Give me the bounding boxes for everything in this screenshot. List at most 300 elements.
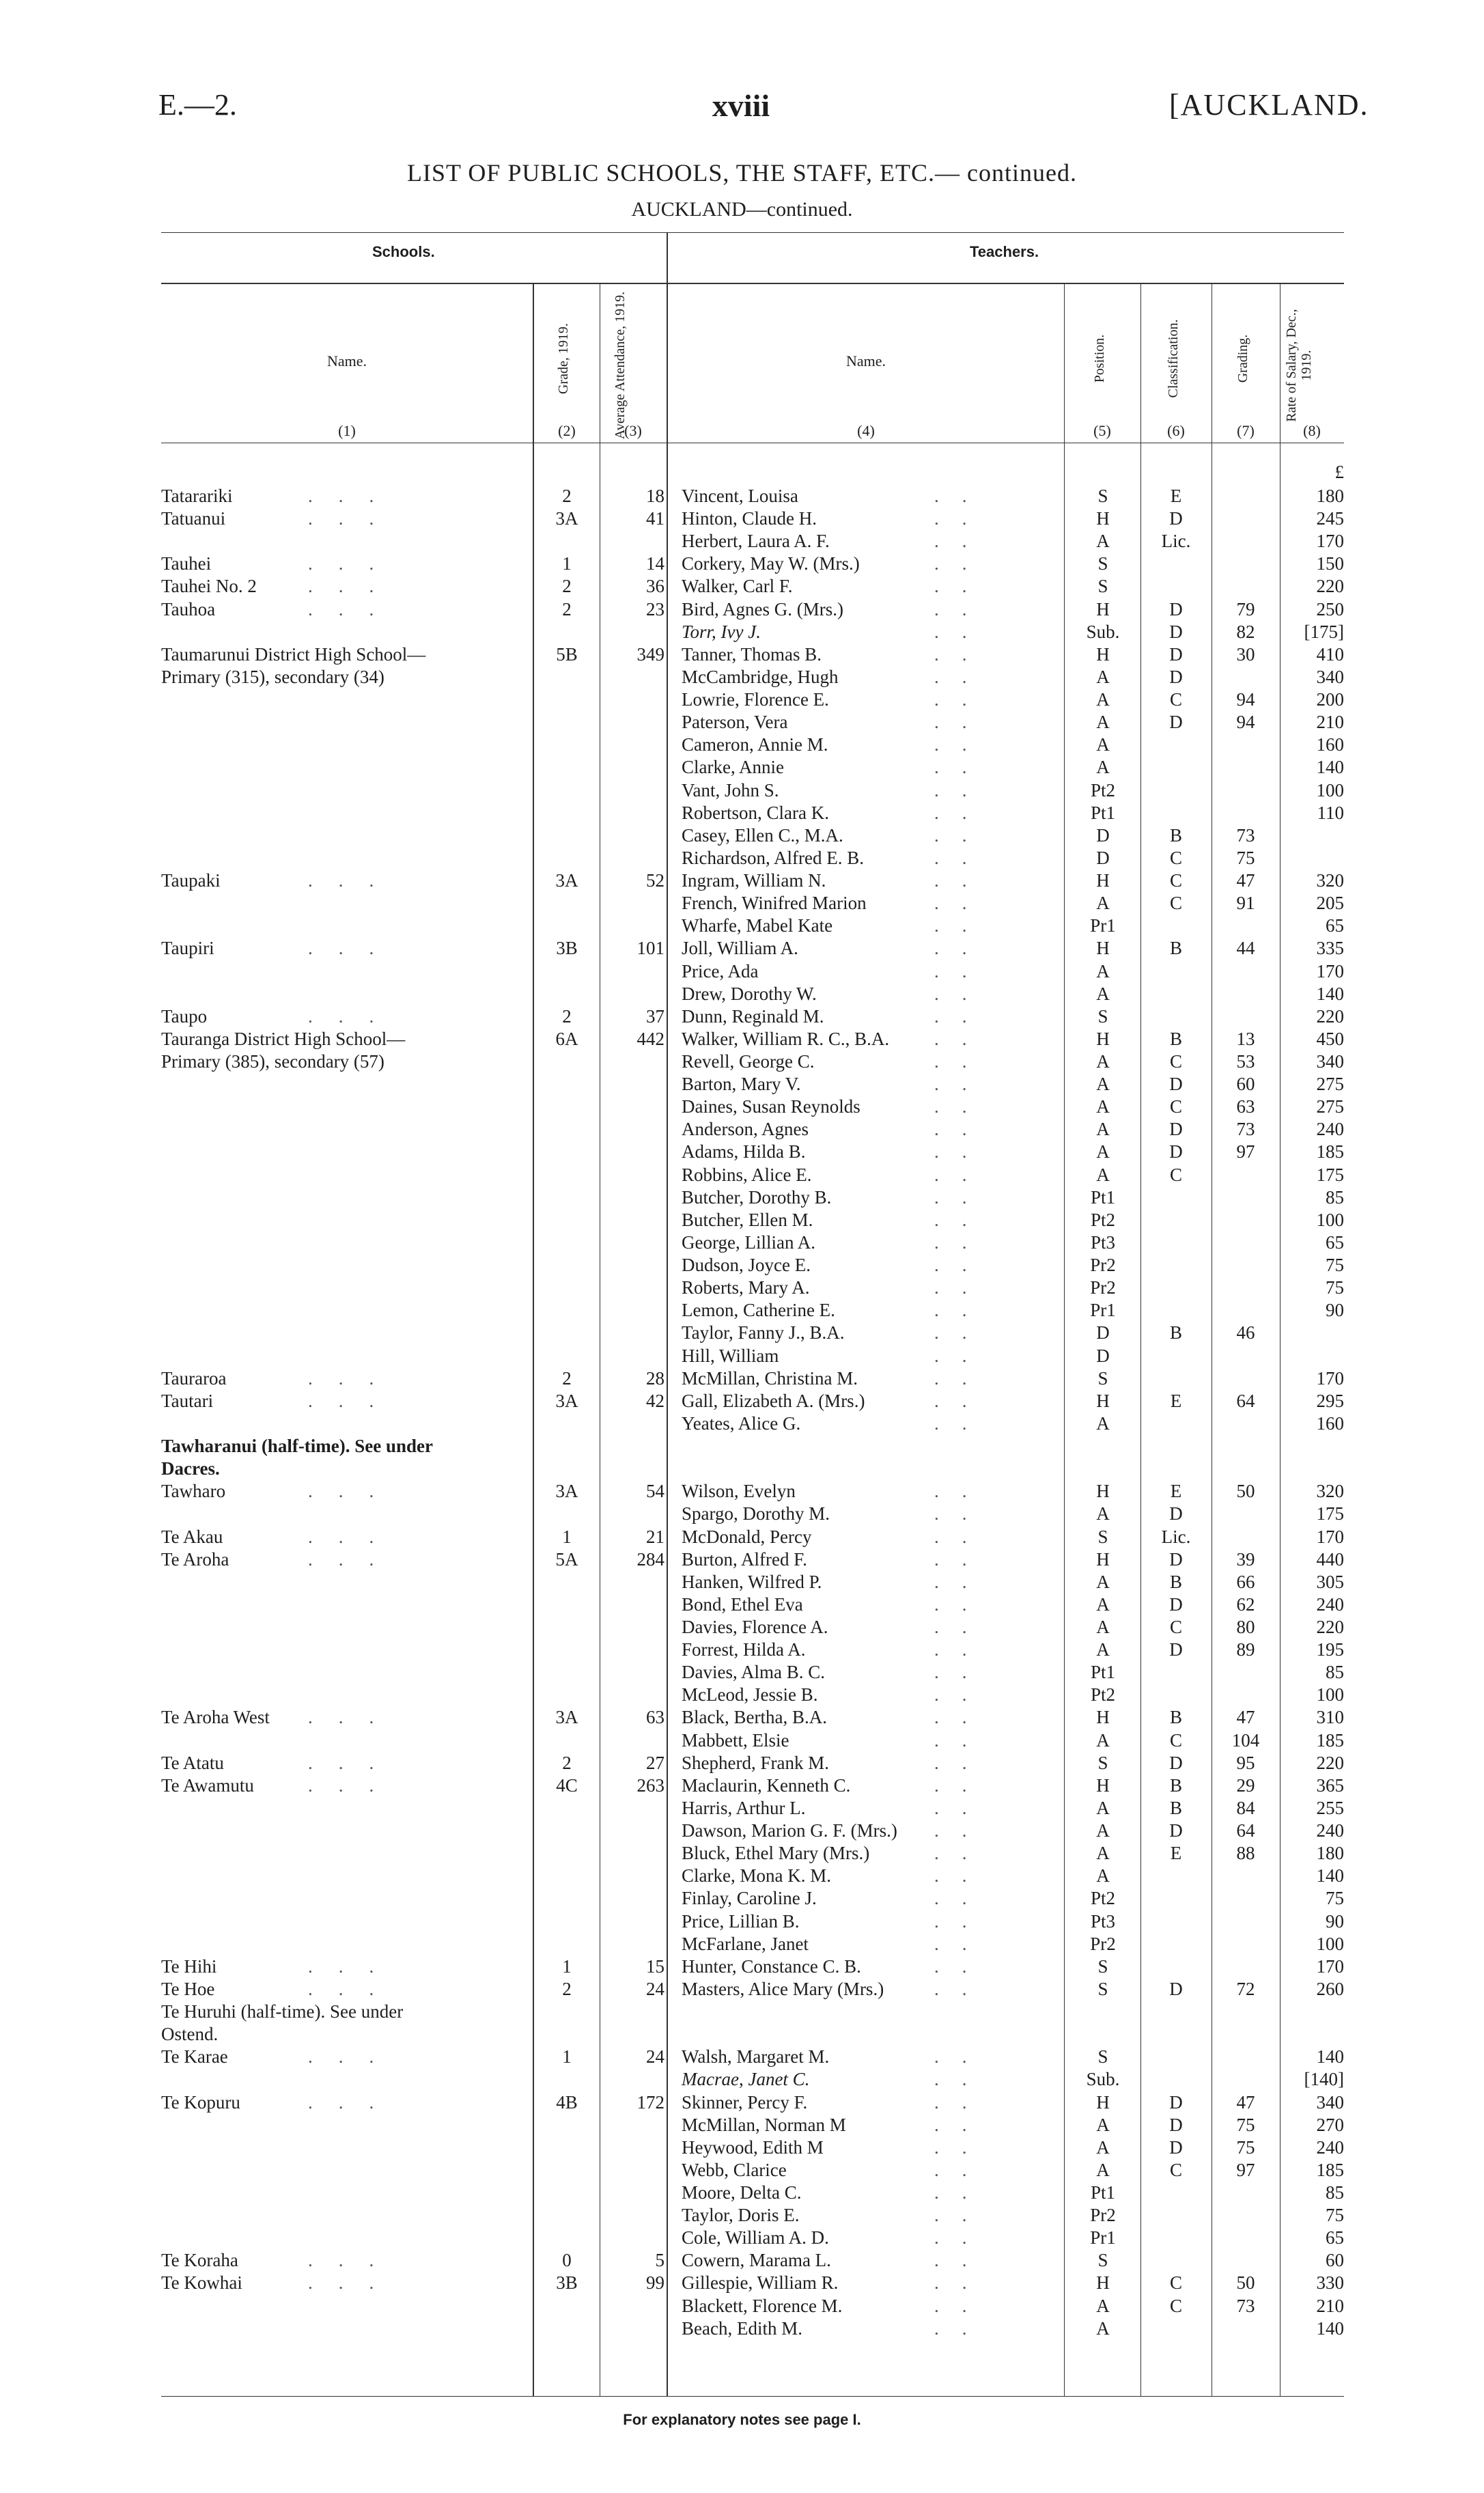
salary-rate: 180 bbox=[1316, 1843, 1344, 1864]
teacher-position: H bbox=[1096, 598, 1110, 619]
salary-rate: 185 bbox=[1316, 1729, 1344, 1751]
teacher-position: A bbox=[1096, 2114, 1110, 2135]
teacher-position: A bbox=[1096, 2317, 1110, 2339]
teacher-position: Pt1 bbox=[1090, 802, 1116, 823]
table-row bbox=[0, 1164, 1484, 1186]
teacher-position: A bbox=[1096, 531, 1110, 552]
table-row bbox=[0, 1616, 1484, 1639]
teacher-grading: 79 bbox=[1236, 598, 1255, 619]
salary-rate: 170 bbox=[1316, 1367, 1344, 1389]
salary-rate: 140 bbox=[1316, 2317, 1344, 2339]
teacher-grading: 30 bbox=[1236, 643, 1255, 665]
table-row bbox=[0, 2317, 1484, 2340]
leader-dots: ... bbox=[308, 938, 400, 959]
teacher-classification: C bbox=[1169, 1051, 1182, 1072]
leader-dots: .. bbox=[934, 1074, 990, 1095]
teacher-position: A bbox=[1096, 1096, 1110, 1117]
salary-rate: 260 bbox=[1316, 1978, 1344, 1999]
teacher-grading: 91 bbox=[1236, 893, 1255, 914]
teacher-classification: D bbox=[1169, 1978, 1183, 1999]
school-grade: 2 bbox=[562, 1005, 572, 1027]
teacher-name: Adams, Hilda B. .. bbox=[682, 1141, 990, 1162]
salary-rate: 210 bbox=[1316, 2295, 1344, 2316]
header-top-rule bbox=[161, 283, 1344, 284]
salary-rate: 85 bbox=[1326, 2182, 1344, 2203]
teacher-grading: 94 bbox=[1236, 689, 1255, 710]
leader-dots: ... bbox=[308, 576, 400, 597]
teacher-classification: Lic. bbox=[1161, 1526, 1191, 1547]
salary-rate: 275 bbox=[1316, 1096, 1344, 1117]
teacher-name: Dudson, Joyce E. .. bbox=[682, 1255, 990, 1276]
table-row bbox=[0, 1028, 1484, 1050]
teacher-grading: 66 bbox=[1236, 1571, 1255, 1592]
teacher-name: Bond, Ethel Eva .. bbox=[682, 1593, 990, 1615]
table-row bbox=[0, 1593, 1484, 1616]
average-attendance: 41 bbox=[646, 508, 664, 529]
school-name: Tawharo ... bbox=[161, 1481, 400, 1502]
teacher-name: Mabbett, Elsie .. bbox=[682, 1729, 990, 1751]
table-row bbox=[0, 1254, 1484, 1277]
salary-rate: 320 bbox=[1316, 1481, 1344, 1502]
teacher-name: Davies, Alma B. C. .. bbox=[682, 1662, 990, 1683]
teacher-grading: 75 bbox=[1236, 2136, 1255, 2158]
leader-dots: ... bbox=[308, 1005, 400, 1027]
table-row bbox=[0, 1367, 1484, 1390]
teacher-position: S bbox=[1097, 2250, 1108, 2271]
leader-dots: .. bbox=[934, 802, 990, 823]
table-row bbox=[0, 1955, 1484, 1978]
teacher-classification: E bbox=[1170, 1843, 1182, 1864]
salary-rate: 240 bbox=[1316, 1820, 1344, 1841]
leader-dots: ... bbox=[308, 1707, 400, 1728]
leader-dots: .. bbox=[934, 779, 990, 800]
table-row bbox=[0, 1231, 1484, 1254]
teacher-grading: 72 bbox=[1236, 1978, 1255, 1999]
school-grade: 3A bbox=[555, 1481, 578, 1502]
salary-rate: 140 bbox=[1316, 2046, 1344, 2067]
teacher-position: H bbox=[1096, 508, 1110, 529]
leader-dots: .. bbox=[934, 1617, 990, 1637]
table-row bbox=[0, 485, 1484, 507]
teacher-classification: E bbox=[1170, 486, 1182, 506]
table-row bbox=[0, 553, 1484, 575]
teacher-position: Pr1 bbox=[1090, 1300, 1116, 1321]
table-bottom-rule bbox=[161, 2396, 1344, 2397]
teacher-classification: C bbox=[1169, 1617, 1182, 1637]
table-row bbox=[0, 1096, 1484, 1118]
col-head-classification: Classification. bbox=[1166, 319, 1181, 398]
salary-rate: 160 bbox=[1316, 1412, 1344, 1434]
teacher-classification: D bbox=[1169, 1820, 1183, 1841]
leader-dots: .. bbox=[934, 2205, 990, 2226]
teacher-name: Walker, Carl F. .. bbox=[682, 576, 990, 597]
leader-dots: .. bbox=[934, 2295, 990, 2316]
leader-dots: .. bbox=[934, 2272, 990, 2294]
teacher-grading: 60 bbox=[1236, 1074, 1255, 1095]
school-grade: 2 bbox=[562, 1978, 572, 1999]
teacher-position: H bbox=[1096, 1548, 1110, 1570]
teacher-name: Blackett, Florence M. .. bbox=[682, 2295, 990, 2316]
school-name: Te Awamutu ... bbox=[161, 1774, 400, 1796]
leader-dots: .. bbox=[934, 2227, 990, 2248]
average-attendance: 18 bbox=[646, 486, 664, 506]
teacher-classification: C bbox=[1169, 1729, 1182, 1751]
col-number-7: (7) bbox=[1237, 422, 1255, 439]
teacher-name: Anderson, Agnes .. bbox=[682, 1119, 990, 1140]
salary-rate: 220 bbox=[1316, 1752, 1344, 1773]
top-rule bbox=[161, 232, 1344, 233]
table-row bbox=[0, 2001, 1484, 2023]
table-row bbox=[0, 598, 1484, 621]
salary-rate: 100 bbox=[1316, 1209, 1344, 1230]
teacher-position: S bbox=[1097, 553, 1108, 574]
leader-dots: ... bbox=[308, 1774, 400, 1796]
teacher-position: S bbox=[1097, 1367, 1108, 1389]
teacher-position: S bbox=[1097, 486, 1108, 506]
salary-rate: 75 bbox=[1326, 2205, 1344, 2226]
salary-rate: 365 bbox=[1316, 1774, 1344, 1796]
leader-dots: .. bbox=[934, 1843, 990, 1864]
teacher-position: A bbox=[1096, 1639, 1110, 1660]
teacher-grading: 82 bbox=[1236, 621, 1255, 642]
leader-dots: .. bbox=[934, 1548, 990, 1570]
teacher-classification: D bbox=[1169, 508, 1183, 529]
teacher-name: Forrest, Hilda A. .. bbox=[682, 1639, 990, 1660]
teacher-name: Hinton, Claude H. .. bbox=[682, 508, 990, 529]
teacher-position: Pr2 bbox=[1090, 1277, 1116, 1298]
teacher-name: Vant, John S. .. bbox=[682, 779, 990, 800]
school-name: Te Kopuru ... bbox=[161, 2091, 400, 2113]
leader-dots: .. bbox=[934, 734, 990, 755]
teacher-name: Skinner, Percy F. .. bbox=[682, 2091, 990, 2113]
school-grade: 3A bbox=[555, 1390, 578, 1411]
school-grade: 2 bbox=[562, 576, 572, 597]
teacher-classification: C bbox=[1169, 1164, 1182, 1185]
leader-dots: .. bbox=[934, 2317, 990, 2339]
col-number-6: (6) bbox=[1167, 422, 1185, 439]
table-row bbox=[0, 756, 1484, 779]
average-attendance: 63 bbox=[646, 1707, 664, 1728]
teacher-position: A bbox=[1096, 983, 1110, 1004]
table-row bbox=[0, 688, 1484, 711]
leader-dots: .. bbox=[934, 1277, 990, 1298]
col-number-4: (4) bbox=[857, 422, 875, 439]
teacher-name: Robertson, Clara K. .. bbox=[682, 802, 990, 823]
teacher-name: Paterson, Vera .. bbox=[682, 712, 990, 733]
leader-dots: .. bbox=[934, 1255, 990, 1276]
average-attendance: 21 bbox=[646, 1526, 664, 1547]
average-attendance: 36 bbox=[646, 576, 664, 597]
teacher-classification: C bbox=[1169, 847, 1182, 868]
leader-dots: .. bbox=[934, 1707, 990, 1728]
table-row bbox=[0, 892, 1484, 915]
salary-rate: 240 bbox=[1316, 2136, 1344, 2158]
school-grade: 6A bbox=[555, 1028, 578, 1049]
salary-rate: 110 bbox=[1317, 802, 1344, 823]
salary-rate: 295 bbox=[1316, 1390, 1344, 1411]
table-row bbox=[0, 824, 1484, 847]
teacher-name: Taylor, Fanny J., B.A. .. bbox=[682, 1322, 990, 1343]
table-row bbox=[0, 2204, 1484, 2227]
table-row bbox=[0, 734, 1484, 756]
teacher-classification: D bbox=[1169, 1752, 1183, 1773]
teacher-position: Pt2 bbox=[1090, 779, 1116, 800]
teacher-position: A bbox=[1096, 2159, 1110, 2180]
school-name: Te Hihi ... bbox=[161, 1955, 400, 1977]
teacher-name: McMillan, Christina M. .. bbox=[682, 1367, 990, 1389]
leader-dots: ... bbox=[308, 1481, 400, 1502]
group-heading-schools: Schools. bbox=[372, 243, 435, 260]
teacher-name: McCambridge, Hugh .. bbox=[682, 666, 990, 687]
table-row bbox=[0, 1299, 1484, 1322]
salary-rate: 100 bbox=[1316, 1933, 1344, 1954]
school-name: Te Koraha ... bbox=[161, 2250, 400, 2271]
school-name: Tatarariki ... bbox=[161, 486, 400, 506]
salary-rate: 240 bbox=[1316, 1593, 1344, 1615]
school-name: Tauhei ... bbox=[161, 553, 400, 574]
teacher-position: H bbox=[1096, 870, 1110, 891]
teacher-position: H bbox=[1096, 1028, 1110, 1049]
leader-dots: .. bbox=[934, 1888, 990, 1909]
table-row bbox=[0, 2091, 1484, 2114]
teacher-name: Black, Bertha, B.A. .. bbox=[682, 1707, 990, 1728]
teacher-name: Burton, Alfred F. .. bbox=[682, 1548, 990, 1570]
currency-symbol: £ bbox=[1334, 462, 1344, 482]
leader-dots: ... bbox=[308, 1548, 400, 1570]
school-grade: 3A bbox=[555, 508, 578, 529]
teacher-name: Hill, William .. bbox=[682, 1345, 990, 1366]
average-attendance: 15 bbox=[646, 1955, 664, 1977]
leader-dots: .. bbox=[934, 870, 990, 891]
school-name: Te Kowhai ... bbox=[161, 2272, 400, 2294]
teacher-name: Gillespie, William R. .. bbox=[682, 2272, 990, 2294]
teacher-classification: C bbox=[1169, 2272, 1182, 2294]
teacher-name: Gall, Elizabeth A. (Mrs.) .. bbox=[682, 1390, 990, 1411]
salary-rate: 170 bbox=[1316, 960, 1344, 981]
teacher-position: A bbox=[1096, 1617, 1110, 1637]
leader-dots: ... bbox=[308, 553, 400, 574]
teacher-position: S bbox=[1097, 1978, 1108, 1999]
teacher-name: Bluck, Ethel Mary (Mrs.) .. bbox=[682, 1843, 990, 1864]
leader-dots: ... bbox=[308, 2272, 400, 2294]
page-subtitle: AUCKLAND—continued. bbox=[631, 198, 853, 221]
teacher-position: Pr1 bbox=[1090, 915, 1116, 936]
leader-dots: .. bbox=[934, 2091, 990, 2113]
school-grade: 3B bbox=[556, 2272, 578, 2294]
col-head-salary: Rate of Salary, Dec., 1919. bbox=[1284, 309, 1314, 422]
average-attendance: 23 bbox=[646, 598, 664, 619]
teacher-name: Spargo, Dorothy M. .. bbox=[682, 1503, 990, 1524]
teacher-grading: 64 bbox=[1236, 1390, 1255, 1411]
col-number-2: (2) bbox=[558, 422, 576, 439]
leader-dots: .. bbox=[934, 983, 990, 1004]
col-head-grade: Grade, 1919. bbox=[556, 323, 571, 394]
teacher-grading: 75 bbox=[1236, 847, 1255, 868]
section-label: [AUCKLAND. bbox=[1169, 88, 1369, 122]
teacher-position: H bbox=[1096, 1774, 1110, 1796]
teacher-position: H bbox=[1096, 1707, 1110, 1728]
teacher-name: Cole, William A. D. .. bbox=[682, 2227, 990, 2248]
leader-dots: .. bbox=[934, 1571, 990, 1592]
average-attendance: 284 bbox=[636, 1548, 664, 1570]
salary-rate: 170 bbox=[1316, 1526, 1344, 1547]
teacher-position: S bbox=[1097, 1955, 1108, 1977]
teacher-grading: 47 bbox=[1236, 1707, 1255, 1728]
teacher-classification: E bbox=[1170, 1390, 1182, 1411]
salary-rate: 240 bbox=[1316, 1119, 1344, 1140]
salary-rate: 245 bbox=[1316, 508, 1344, 529]
average-attendance: 5 bbox=[655, 2250, 664, 2271]
school-grade: 0 bbox=[562, 2250, 572, 2271]
col-head-teacher-name: Name. bbox=[845, 352, 886, 370]
teacher-position: Sub. bbox=[1086, 621, 1120, 642]
teacher-position: H bbox=[1096, 938, 1110, 959]
average-attendance: 52 bbox=[646, 870, 664, 891]
teacher-grading: 73 bbox=[1236, 2295, 1255, 2316]
leader-dots: ... bbox=[308, 1978, 400, 1999]
col-head-school-name: Name. bbox=[326, 352, 367, 370]
school-name: Te Hoe ... bbox=[161, 1978, 400, 1999]
teacher-name: Wilson, Evelyn .. bbox=[682, 1481, 990, 1502]
teacher-name: Taylor, Doris E. .. bbox=[682, 2205, 990, 2226]
teacher-position: Pt2 bbox=[1090, 1684, 1116, 1705]
school-name: Tauranga District High School— bbox=[161, 1028, 406, 1049]
salary-rate: [140] bbox=[1304, 2069, 1344, 2090]
salary-rate: 320 bbox=[1316, 870, 1344, 891]
average-attendance: 54 bbox=[646, 1481, 664, 1502]
school-name: Taupaki ... bbox=[161, 870, 400, 891]
teacher-classification: D bbox=[1169, 621, 1183, 642]
table-row bbox=[0, 960, 1484, 983]
table-row bbox=[0, 1412, 1484, 1435]
salary-rate: 170 bbox=[1316, 531, 1344, 552]
salary-rate: 310 bbox=[1316, 1707, 1344, 1728]
teacher-grading: 39 bbox=[1236, 1548, 1255, 1570]
average-attendance: 37 bbox=[646, 1005, 664, 1027]
teacher-name: McMillan, Norman M .. bbox=[682, 2114, 990, 2135]
teacher-position: Pr1 bbox=[1090, 2227, 1116, 2248]
salary-rate: 340 bbox=[1316, 666, 1344, 687]
teacher-grading: 97 bbox=[1236, 2159, 1255, 2180]
salary-rate: 140 bbox=[1316, 1865, 1344, 1886]
leader-dots: .. bbox=[934, 2159, 990, 2180]
salary-rate: 255 bbox=[1316, 1797, 1344, 1818]
school-name: Te Akau ... bbox=[161, 1526, 400, 1547]
teacher-name: Bird, Agnes G. (Mrs.) .. bbox=[682, 598, 990, 619]
table-row bbox=[0, 2068, 1484, 2091]
leader-dots: .. bbox=[934, 689, 990, 710]
teacher-position: A bbox=[1096, 757, 1110, 778]
table-row bbox=[0, 1752, 1484, 1774]
average-attendance: 24 bbox=[646, 1978, 664, 1999]
teacher-classification: C bbox=[1169, 2295, 1182, 2316]
leader-dots: .. bbox=[934, 757, 990, 778]
school-name: Tatuanui ... bbox=[161, 508, 400, 529]
table-row bbox=[0, 1910, 1484, 1933]
teacher-position: A bbox=[1096, 1797, 1110, 1818]
teacher-position: Pr2 bbox=[1090, 2205, 1116, 2226]
leader-dots: .. bbox=[934, 1865, 990, 1886]
leader-dots: .. bbox=[934, 1231, 990, 1253]
table-row bbox=[0, 779, 1484, 802]
table-row bbox=[0, 2227, 1484, 2249]
teacher-grading: 53 bbox=[1236, 1051, 1255, 1072]
school-name: Te Aroha ... bbox=[161, 1548, 400, 1570]
leader-dots: .. bbox=[934, 1933, 990, 1954]
leader-dots: .. bbox=[934, 1367, 990, 1389]
leader-dots: .. bbox=[934, 1028, 990, 1049]
table-row bbox=[0, 1209, 1484, 1231]
col-number-1: (1) bbox=[338, 422, 356, 439]
teacher-name: Dunn, Reginald M. .. bbox=[682, 1005, 990, 1027]
teacher-name: French, Winifred Marion .. bbox=[682, 893, 990, 914]
teacher-classification: B bbox=[1169, 824, 1182, 846]
leader-dots: .. bbox=[934, 893, 990, 914]
teacher-classification: C bbox=[1169, 2159, 1182, 2180]
average-attendance: 349 bbox=[636, 643, 664, 665]
table-row bbox=[0, 1706, 1484, 1729]
leader-dots: .. bbox=[934, 2069, 990, 2090]
teacher-name: Revell, George C. .. bbox=[682, 1051, 990, 1072]
leader-dots: .. bbox=[934, 1684, 990, 1705]
table-row bbox=[0, 1684, 1484, 1706]
teacher-grading: 46 bbox=[1236, 1322, 1255, 1343]
teacher-position: Pt1 bbox=[1090, 2182, 1116, 2203]
teacher-name: Butcher, Dorothy B. .. bbox=[682, 1186, 990, 1208]
teacher-name: Hanken, Wilfred P. .. bbox=[682, 1571, 990, 1592]
school-name: Taupiri ... bbox=[161, 938, 400, 959]
teacher-grading: 29 bbox=[1236, 1774, 1255, 1796]
school-grade: 4B bbox=[556, 2091, 578, 2113]
teacher-grading: 80 bbox=[1236, 1617, 1255, 1637]
teacher-classification: D bbox=[1169, 643, 1183, 665]
teacher-grading: 97 bbox=[1236, 1141, 1255, 1162]
teacher-classification: B bbox=[1169, 1797, 1182, 1818]
leader-dots: .. bbox=[934, 1412, 990, 1434]
teacher-position: S bbox=[1097, 1005, 1108, 1027]
teacher-classification: D bbox=[1169, 2114, 1183, 2135]
table-row bbox=[0, 1820, 1484, 1842]
table-row bbox=[0, 869, 1484, 892]
teacher-name: Lowrie, Florence E. .. bbox=[682, 689, 990, 710]
teacher-classification: D bbox=[1169, 1074, 1183, 1095]
leader-dots: .. bbox=[934, 666, 990, 687]
teacher-name: Daines, Susan Reynolds .. bbox=[682, 1096, 990, 1117]
salary-rate: 85 bbox=[1326, 1186, 1344, 1208]
teacher-name: Drew, Dorothy W. .. bbox=[682, 983, 990, 1004]
col-number-5: (5) bbox=[1093, 422, 1111, 439]
table-row bbox=[0, 1480, 1484, 1503]
salary-rate: 100 bbox=[1316, 1684, 1344, 1705]
leader-dots: .. bbox=[934, 1729, 990, 1751]
teacher-position: D bbox=[1096, 1345, 1110, 1366]
leader-dots: .. bbox=[934, 1481, 990, 1502]
school-grade: 2 bbox=[562, 598, 572, 619]
teacher-position: A bbox=[1096, 1865, 1110, 1886]
teacher-position: H bbox=[1096, 2272, 1110, 2294]
teacher-classification: D bbox=[1169, 1593, 1183, 1615]
teacher-position: A bbox=[1096, 1164, 1110, 1185]
salary-rate: 335 bbox=[1316, 938, 1344, 959]
leader-dots: ... bbox=[308, 2091, 400, 2113]
teacher-classification: C bbox=[1169, 893, 1182, 914]
teacher-position: A bbox=[1096, 666, 1110, 687]
table-row bbox=[0, 1050, 1484, 1073]
school-grade: 1 bbox=[562, 2046, 572, 2067]
leader-dots: ... bbox=[308, 1390, 400, 1411]
leader-dots: .. bbox=[934, 1300, 990, 1321]
teacher-classification: D bbox=[1169, 1119, 1183, 1140]
